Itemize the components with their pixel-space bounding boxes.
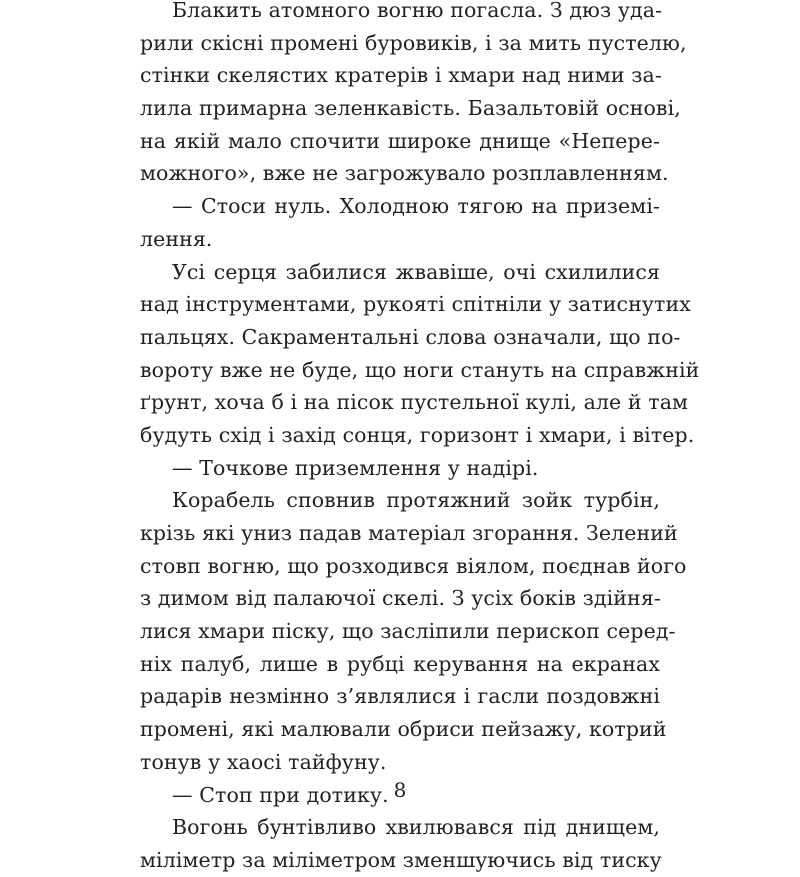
text-line: з димом від палаючої скелі. З усіх боків здійня- <box>140 586 661 611</box>
text-line: радарів незмінно з’являлися і гасли поздовжні <box>140 684 660 709</box>
text-line: будуть схід і захід сонця, горизонт і хмари, і вітер. <box>140 422 695 447</box>
text-line: Блакить атомного вогню погасла. З дюз уда- <box>172 0 663 22</box>
text-line: можного», вже не загрожувало розплавленням. <box>140 161 669 186</box>
body-text <box>140 0 700 877</box>
text-line: Усі серця забилися жвавіше, очі схилилися <box>172 259 660 284</box>
text-line: рили скісні промені буровиків, і за мить пустелю, <box>140 30 687 55</box>
text-line: — Стоси нуль. Холодною тягою на приземі- <box>172 194 660 219</box>
text-line: Корабель сповнив протяжний зойк турбін, <box>172 488 660 513</box>
text-line: тонув у хаосі тайфуну. <box>140 749 387 774</box>
text-line: крізь які униз падав матеріал згорання. Зелений <box>140 521 678 545</box>
text-line: лила примарна зеленкавість. Базальтовій основі, <box>140 96 681 121</box>
text-line: ніх палуб, лише в рубці керування на екранах <box>140 651 660 676</box>
text-line: лення. <box>140 226 213 251</box>
text-line: міліметр за міліметром зменшуючись від тиску <box>140 847 662 872</box>
text-line: вороту вже не буде, що ноги стануть на справжній <box>140 357 700 382</box>
text-line: — Точкове приземлення у надірі. <box>172 455 539 480</box>
text-line: ґрунт, хоча б і на пісок пустельної кулі, але й там <box>140 390 689 415</box>
text-line: Вогонь бунтівливо хвилювався під днищем, <box>172 815 660 840</box>
text-line: на якій мало спочити широке днище «Непере- <box>140 128 660 153</box>
text-line: стовп вогню, що розходився віялом, поєднав його <box>140 553 687 578</box>
text-line: лися хмари піску, що засліпили перископ серед- <box>140 619 676 644</box>
text-line: стінки скелястих кратерів і хмари над ними за- <box>140 63 662 88</box>
page-number: 8 <box>393 778 407 802</box>
text-line: над інструментами, рукояті спітніли у затиснутих <box>140 292 691 317</box>
text-line: промені, які малювали обриси пейзажу, котрий <box>140 717 667 742</box>
text-line: — Стоп при дотику. <box>172 782 389 807</box>
text-line: пальцях. Сакраментальні слова означали, що по- <box>140 324 681 349</box>
